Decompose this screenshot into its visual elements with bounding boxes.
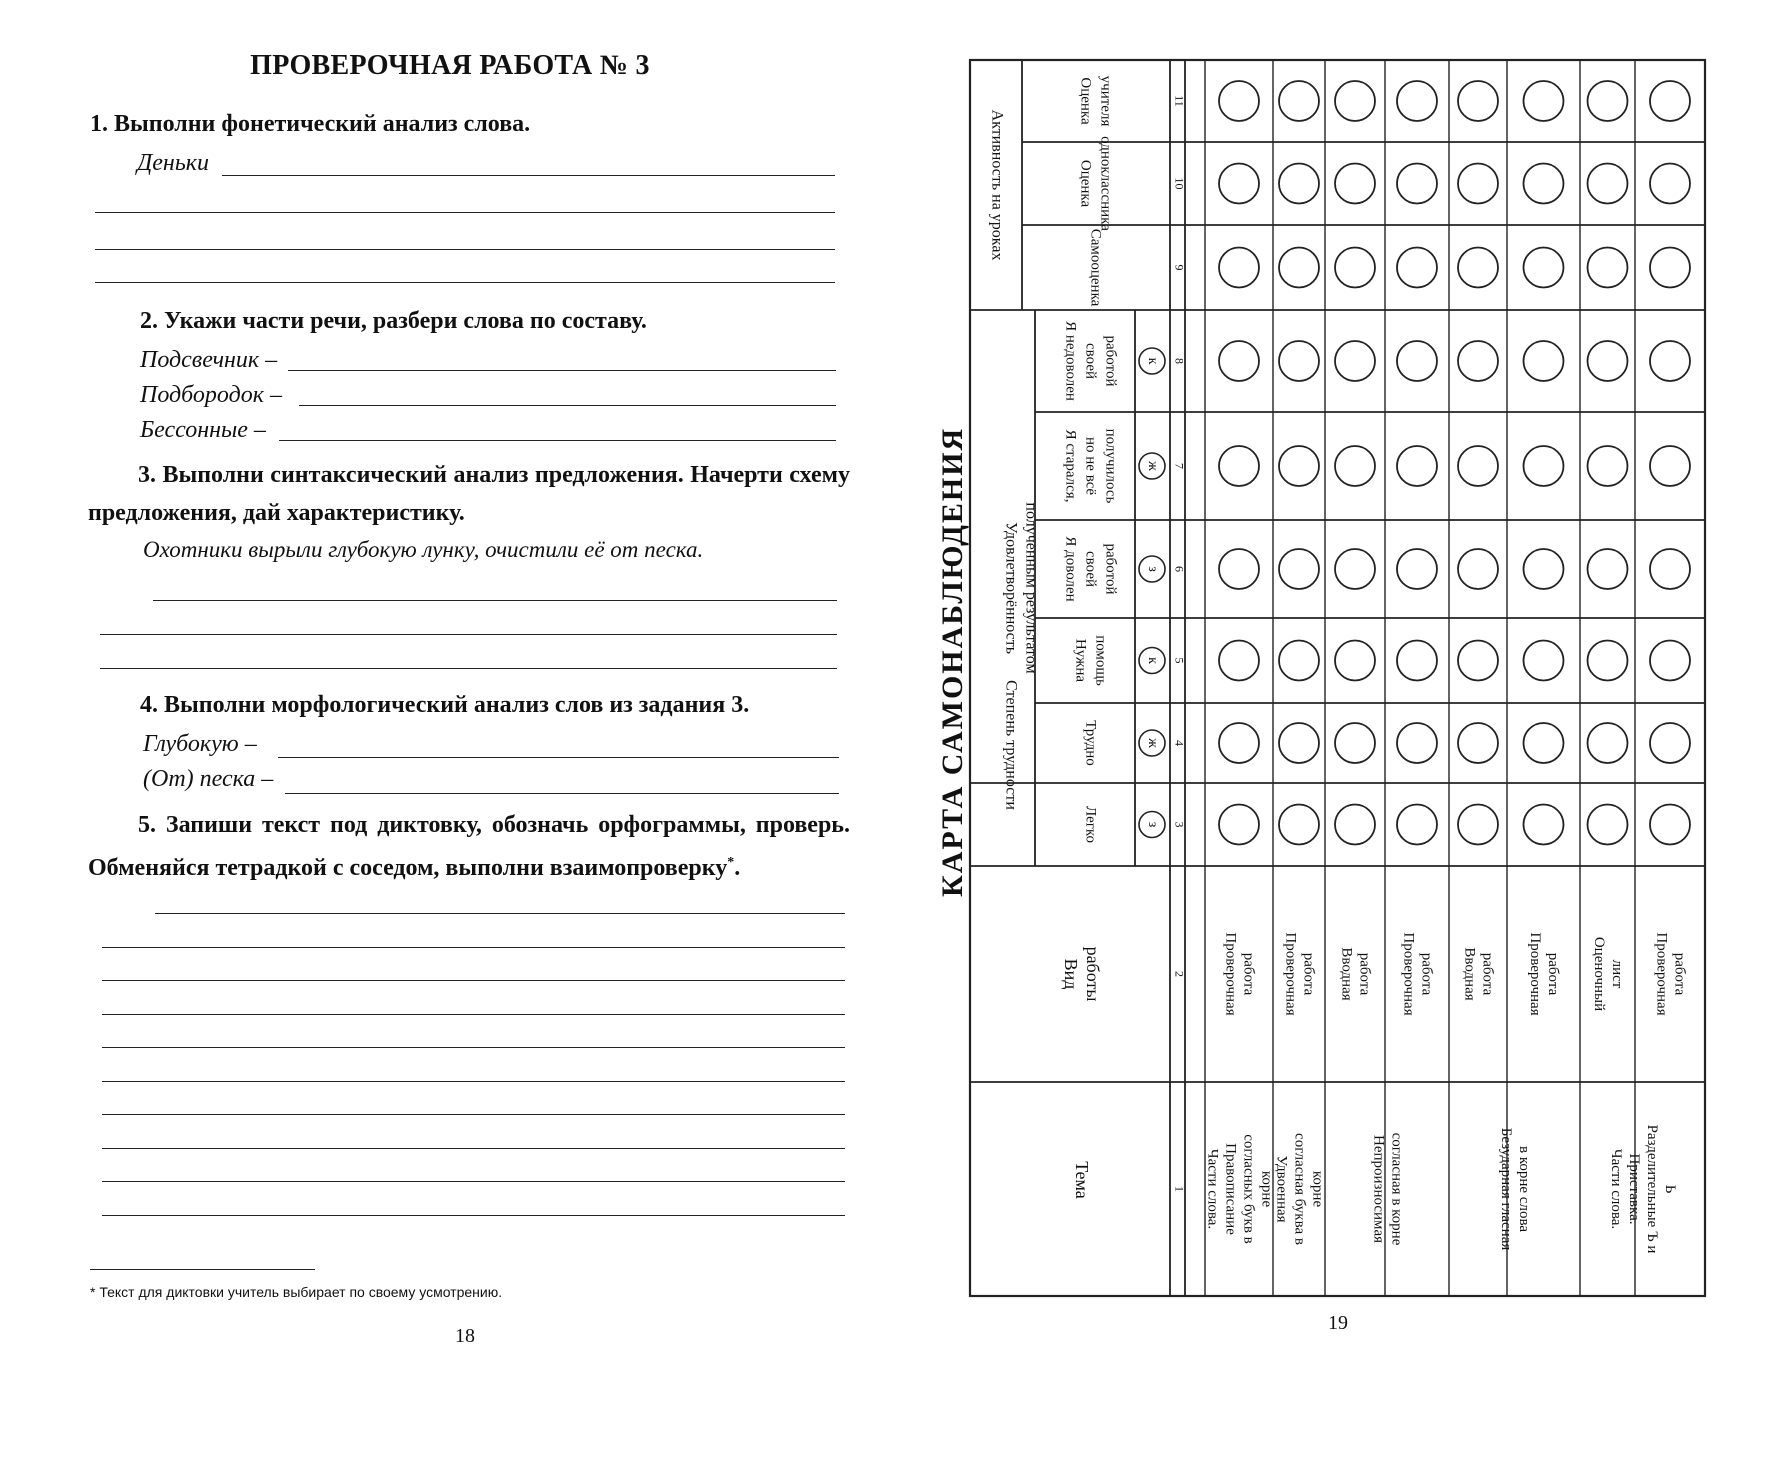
- footnote: * Текст для диктовки учитель выбирает по своему усмотрению.: [90, 1284, 503, 1300]
- task-5-text: 5. Запиши текст под диктовку, обозначь орфограммы, проверь. Обменяйся тетрадкой с соседом, выполни взаимопроверку: [88, 812, 850, 881]
- observation-table: [970, 60, 1705, 1296]
- work-type-cell: Проверочная: [1653, 932, 1670, 1016]
- work-type-cell: Проверочная: [1222, 932, 1239, 1016]
- column-header: своей: [1082, 342, 1099, 380]
- answer-circle: [1279, 549, 1319, 589]
- answer-circle: [1397, 723, 1437, 763]
- answer-circle: [1524, 549, 1564, 589]
- answer-line: [102, 1114, 845, 1115]
- topic-cell: Удвоенная: [1273, 1155, 1290, 1223]
- badge-letter: к: [1144, 357, 1160, 365]
- answer-circle: [1524, 641, 1564, 681]
- column-header: своей: [1082, 550, 1099, 588]
- answer-circle: [1335, 549, 1375, 589]
- answer-circle: [1650, 81, 1690, 121]
- answer-line: [102, 1215, 845, 1216]
- task-3: 3. Выполни синтаксический анализ предложения. Начерти схему предложения, дай характеристику.: [88, 462, 850, 526]
- card-title: КАРТА САМОНАБЛЮДЕНИЯ: [936, 426, 969, 897]
- column-header: одноклассника: [1097, 136, 1114, 231]
- answer-circle: [1397, 805, 1437, 845]
- answer-circle: [1650, 248, 1690, 288]
- work-type-cell: работа: [1418, 952, 1435, 996]
- work-type-cell: Оценочный: [1591, 936, 1608, 1012]
- answer-circle: [1279, 723, 1319, 763]
- topic-cell: согласная в корне: [1388, 1132, 1405, 1246]
- answer-circle: [1397, 341, 1437, 381]
- answer-circle: [1335, 164, 1375, 204]
- self-observation-card: [900, 0, 1791, 1456]
- answer-circle: [1219, 164, 1259, 204]
- answer-circle: [1524, 446, 1564, 486]
- column-header: помощь: [1092, 635, 1109, 686]
- answer-line: [288, 370, 836, 371]
- topic-cell: Приставка.: [1626, 1153, 1643, 1225]
- column-header: Трудно: [1082, 720, 1099, 766]
- answer-circle: [1397, 248, 1437, 288]
- topic-cell: корне: [1258, 1170, 1275, 1208]
- badge-letter: ж: [1144, 738, 1160, 748]
- task-1-word: Деньки: [137, 150, 209, 176]
- work-type-cell: работа: [1300, 952, 1317, 996]
- task-2-word: Подбородок –: [140, 382, 282, 408]
- answer-circle: [1524, 723, 1564, 763]
- answer-circle: [1219, 81, 1259, 121]
- page-number: 18: [455, 1325, 475, 1347]
- column-number: 4: [1172, 740, 1187, 746]
- answer-line: [102, 1081, 845, 1082]
- answer-line: [285, 793, 839, 794]
- badge-letter: к: [1144, 657, 1160, 664]
- answer-circle: [1588, 805, 1628, 845]
- answer-circle: [1588, 341, 1628, 381]
- column-header: но не всё: [1082, 436, 1099, 496]
- column-header: Я недоволен: [1062, 321, 1079, 401]
- column-number: 2: [1172, 971, 1187, 977]
- answer-circle: [1279, 446, 1319, 486]
- column-header: Нужна: [1072, 638, 1089, 683]
- task-4-word: (От) песка –: [143, 766, 274, 792]
- task-5: 5. Запиши текст под диктовку, обозначь орфограммы, проверь. Обменяйся тетрадкой с соседом, выполни взаимопроверку*.: [88, 812, 850, 881]
- answer-line: [278, 757, 839, 758]
- answer-circle: [1219, 805, 1259, 845]
- right-page: [900, 0, 1791, 1456]
- topic-cell: Части слова.: [1608, 1148, 1625, 1230]
- answer-line: [95, 249, 835, 250]
- work-type-cell: лист: [1609, 959, 1626, 989]
- answer-circle: [1279, 641, 1319, 681]
- answer-circle: [1650, 641, 1690, 681]
- topic-cell: Непроизносимая: [1370, 1134, 1387, 1244]
- answer-circle: [1397, 446, 1437, 486]
- answer-circle: [1458, 81, 1498, 121]
- column-header: Оценка: [1077, 159, 1094, 208]
- column-number: 11: [1172, 95, 1187, 107]
- answer-circle: [1588, 723, 1628, 763]
- answer-circle: [1650, 723, 1690, 763]
- column-number: 3: [1172, 821, 1187, 828]
- badge-letter: ж: [1144, 461, 1160, 471]
- answer-circle: [1397, 81, 1437, 121]
- column-header: Я старался,: [1062, 429, 1079, 503]
- answer-circle: [1279, 248, 1319, 288]
- answer-circle: [1588, 164, 1628, 204]
- answer-circle: [1458, 723, 1498, 763]
- answer-circle: [1458, 341, 1498, 381]
- footnote-mark: *: [727, 855, 735, 870]
- header-difficulty: Степень трудности: [1002, 680, 1020, 810]
- answer-circle: [1458, 164, 1498, 204]
- work-type-cell: Вводная: [1461, 947, 1478, 1001]
- answer-circle: [1588, 248, 1628, 288]
- answer-circle: [1650, 446, 1690, 486]
- column-number: 8: [1172, 358, 1187, 364]
- answer-circle: [1524, 81, 1564, 121]
- work-type-cell: работа: [1671, 952, 1688, 996]
- task-2: 2. Укажи части речи, разбери слова по составу.: [140, 308, 647, 334]
- work-type-cell: работа: [1356, 952, 1373, 996]
- answer-circle: [1335, 641, 1375, 681]
- page-title: ПРОВЕРОЧНАЯ РАБОТА № 3: [250, 50, 650, 81]
- answer-circle: [1219, 549, 1259, 589]
- header-activity: Активность на уроках: [988, 109, 1006, 261]
- answer-line: [279, 440, 836, 441]
- column-header: Легко: [1082, 806, 1099, 843]
- answer-circle: [1650, 341, 1690, 381]
- column-header: работой: [1102, 543, 1119, 595]
- answer-line: [299, 405, 836, 406]
- work-type-cell: Проверочная: [1527, 932, 1544, 1016]
- topic-cell: Части слова.: [1204, 1148, 1221, 1230]
- answer-line: [102, 1148, 845, 1149]
- column-number: 7: [1172, 463, 1187, 469]
- answer-circle: [1588, 446, 1628, 486]
- column-number: 9: [1172, 264, 1187, 271]
- answer-line: [102, 1014, 845, 1015]
- task-4: 4. Выполни морфологический анализ слов из задания 3.: [140, 692, 750, 718]
- answer-circle: [1458, 549, 1498, 589]
- topic-cell: Правописание: [1222, 1143, 1239, 1235]
- topic-cell: в корне слова: [1516, 1146, 1533, 1232]
- column-header: работой: [1102, 335, 1119, 387]
- answer-circle: [1588, 81, 1628, 121]
- answer-circle: [1219, 641, 1259, 681]
- answer-circle: [1335, 248, 1375, 288]
- work-type-cell: работа: [1240, 952, 1257, 996]
- topic-cell: согласных букв в: [1240, 1134, 1257, 1244]
- answer-line: [153, 600, 837, 601]
- task-1: 1. Выполни фонетический анализ слова.: [90, 111, 531, 137]
- answer-circle: [1524, 248, 1564, 288]
- topic-cell: Безударная гласная: [1498, 1127, 1515, 1251]
- task-4-word: Глубокую –: [143, 731, 257, 757]
- answer-circle: [1397, 641, 1437, 681]
- task-2-word: Бессонные –: [140, 417, 266, 443]
- answer-line: [100, 634, 837, 635]
- header-satisfaction: полученным результатом: [1022, 502, 1040, 674]
- answer-circle: [1588, 641, 1628, 681]
- answer-circle: [1458, 805, 1498, 845]
- work-type-cell: Вводная: [1338, 947, 1355, 1001]
- topic-cell: согласная буква в: [1291, 1133, 1308, 1245]
- answer-circle: [1335, 81, 1375, 121]
- answer-circle: [1279, 341, 1319, 381]
- column-header: учителя: [1097, 75, 1114, 127]
- column-header: Я доволен: [1062, 536, 1079, 602]
- answer-circle: [1219, 341, 1259, 381]
- task-3-sentence: Охотники вырыли глубокую лунку, очистили её от песка.: [143, 537, 704, 562]
- column-number: 6: [1172, 566, 1187, 572]
- answer-circle: [1335, 723, 1375, 763]
- answer-line: [102, 980, 845, 981]
- answer-circle: [1279, 81, 1319, 121]
- page-number: 19: [1328, 1312, 1348, 1334]
- work-type-cell: Проверочная: [1282, 932, 1299, 1016]
- answer-line: [102, 1181, 845, 1182]
- column-number: 1: [1172, 1186, 1187, 1192]
- answer-circle: [1588, 549, 1628, 589]
- answer-circle: [1219, 446, 1259, 486]
- answer-line: [95, 282, 835, 283]
- answer-circle: [1524, 341, 1564, 381]
- column-number: 5: [1172, 657, 1187, 664]
- column-number: 10: [1172, 177, 1187, 190]
- answer-circle: [1397, 549, 1437, 589]
- answer-circle: [1279, 164, 1319, 204]
- work-type-cell: работа: [1545, 952, 1562, 996]
- answer-circle: [1335, 805, 1375, 845]
- header-work-type: работы: [1082, 946, 1103, 1002]
- footnote-rule: [90, 1269, 315, 1270]
- answer-circle: [1335, 446, 1375, 486]
- answer-line: [102, 947, 845, 948]
- badge-letter: з: [1144, 566, 1160, 572]
- answer-line: [155, 913, 845, 914]
- answer-circle: [1458, 248, 1498, 288]
- topic-cell: Разделительные Ъ и: [1644, 1124, 1661, 1254]
- answer-circle: [1219, 723, 1259, 763]
- answer-circle: [1335, 341, 1375, 381]
- answer-circle: [1650, 805, 1690, 845]
- task-2-word: Подсвечник –: [140, 347, 278, 373]
- answer-line: [100, 668, 837, 669]
- answer-circle: [1279, 805, 1319, 845]
- badge-letter: з: [1144, 821, 1160, 828]
- header-topic: Тема: [1071, 1161, 1092, 1199]
- topic-cell: корне: [1309, 1170, 1326, 1208]
- answer-circle: [1524, 164, 1564, 204]
- topic-cell: Ь: [1662, 1184, 1679, 1194]
- header-satisfaction: Удовлетворённость: [1002, 521, 1020, 655]
- column-header: Самооценка: [1087, 228, 1104, 307]
- work-type-cell: работа: [1479, 952, 1496, 996]
- header-work-type: Вид: [1060, 958, 1081, 990]
- answer-circle: [1458, 641, 1498, 681]
- column-header: Оценка: [1077, 77, 1094, 125]
- answer-line: [102, 1047, 845, 1048]
- answer-circle: [1219, 248, 1259, 288]
- column-header: получилось: [1102, 428, 1119, 504]
- answer-circle: [1524, 805, 1564, 845]
- answer-circle: [1458, 446, 1498, 486]
- answer-line: [222, 175, 835, 176]
- answer-circle: [1650, 549, 1690, 589]
- answer-circle: [1650, 164, 1690, 204]
- answer-line: [95, 212, 835, 213]
- work-type-cell: Проверочная: [1400, 932, 1417, 1016]
- answer-circle: [1397, 164, 1437, 204]
